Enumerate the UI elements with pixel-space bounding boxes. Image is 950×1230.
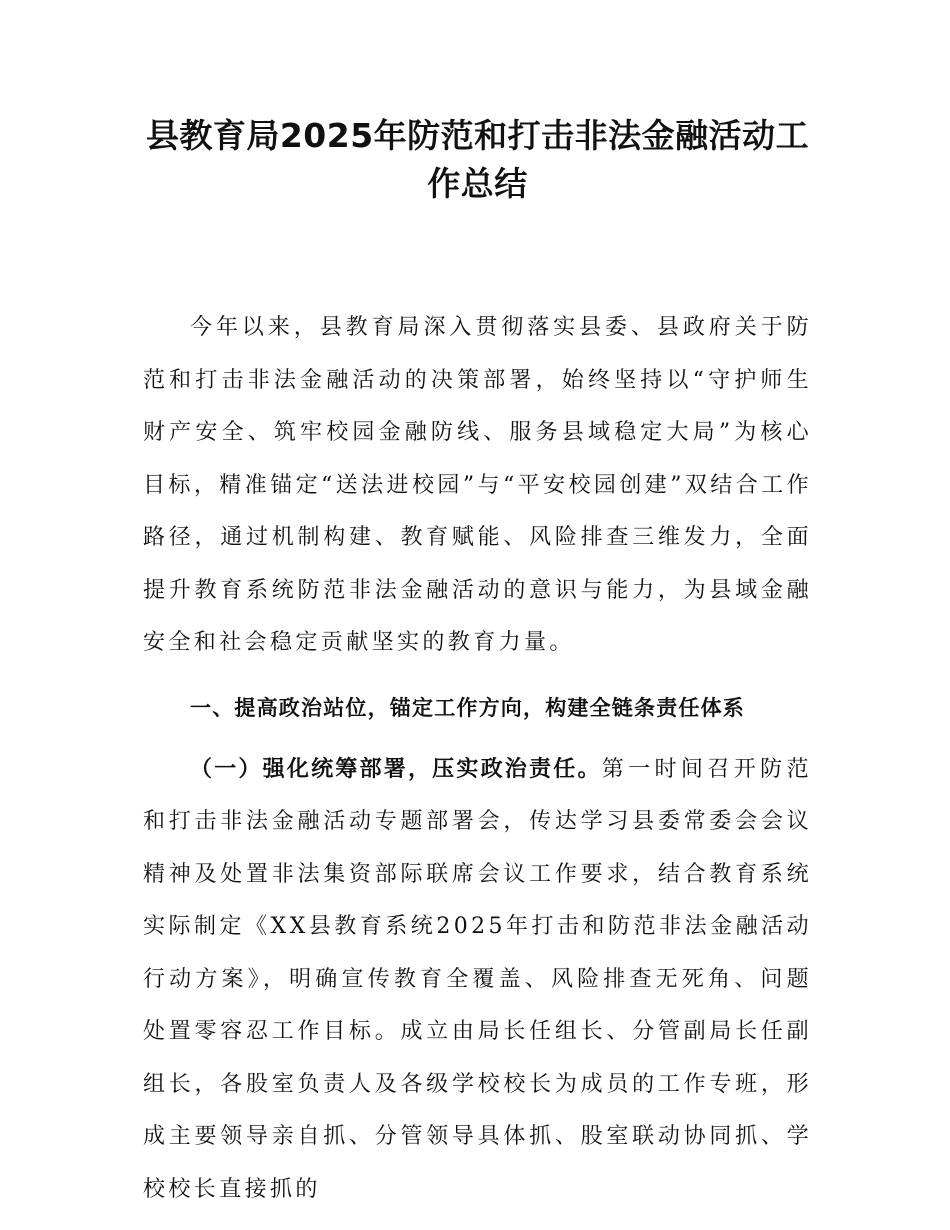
title-line-2: 作总结 — [427, 164, 528, 203]
title-line-1: 县教育局2025年防范和打击非法金融活动工 — [145, 116, 810, 155]
intro-paragraph: 今年以来，县教育局深入贯彻落实县委、县政府关于防范和打击非法金融活动的决策部署，始终坚持以“守护师生财产安全、筑牢校园金融防线、服务县域稳定大局”为核心目标，精准锚定“送法进校园”与“平安校园创建”双结合工作路径，通过机制构建、教育赋能、风险排查三维发力，全面提升教育系统防范非法金融活动的意识与能力，为县域金融安全和社会稳定贡献坚实的教育力量。 — [143, 315, 812, 655]
title-spacer — [143, 208, 812, 302]
section-1-1-body: 第一时间召开防范和打击非法金融活动专题部署会，传达学习县委常委会会议精神及处置非法集资部际联席会议工作要求，结合教育系统实际制定《XX县教育系统2025年打击和防范非法金融活动行动方案》，明确宣传教育全覆盖、风险排查无死角、问题处置零容忍工作目标。成立由局长任组长、分管副局长任副组长，各股室负责人及各级学校校长为成员的工作专班，形成主要领导亲自抓、分管领导具体抓、股室联动协同抓、学校校长直接抓的 — [143, 756, 813, 1202]
section-1-1-lead: （一）强化统筹部署，压实政治责任。 — [190, 756, 602, 782]
document-title — [143, 112, 812, 208]
section-1-heading: 一、提高政治站位，锚定工作方向，构建全链条责任体系 — [190, 695, 745, 720]
section-1-1-paragraph — [143, 744, 812, 1217]
